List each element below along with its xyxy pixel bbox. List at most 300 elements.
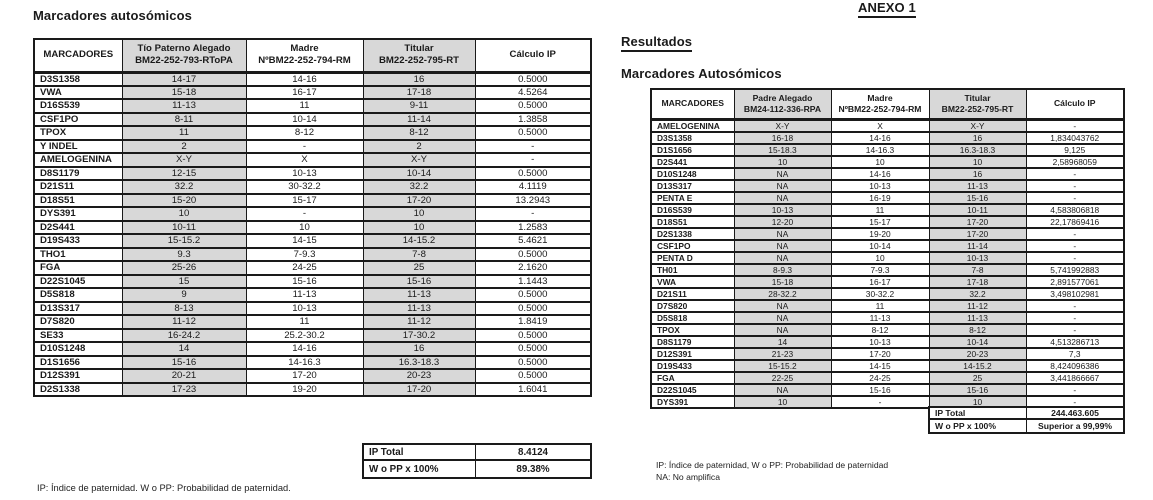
value-cell: X [246, 153, 363, 167]
table-row [34, 194, 591, 208]
value-cell: - [1026, 312, 1124, 324]
value-cell: 16 [929, 168, 1026, 180]
table-row [651, 324, 1124, 336]
ip-total-value: 8.4124 [476, 445, 590, 461]
value-cell: 11-14 [929, 240, 1026, 252]
value-cell: - [1026, 192, 1124, 204]
marker-name-cell: D10S1248 [34, 342, 122, 356]
value-cell: 25 [929, 372, 1026, 384]
value-cell: 10 [831, 252, 929, 264]
value-cell: 22-25 [734, 372, 831, 384]
marker-name-cell: D18S51 [34, 194, 122, 208]
value-cell: 15 [122, 275, 246, 289]
value-cell: 14-15 [246, 234, 363, 248]
marker-name-cell: D16S539 [651, 204, 734, 216]
marker-name-cell: D2S441 [34, 221, 122, 235]
value-cell: 11 [246, 99, 363, 113]
value-cell: 28-32.2 [734, 288, 831, 300]
value-cell: 11-13 [929, 312, 1026, 324]
column-header: Cálculo IP [1026, 89, 1124, 119]
value-cell: 16 [929, 132, 1026, 144]
marker-name-cell: D2S1338 [34, 383, 122, 397]
value-cell: 15-15.2 [122, 234, 246, 248]
value-cell: 10-13 [929, 252, 1026, 264]
value-cell: 17-20 [363, 383, 475, 397]
value-cell: 2,58968059 [1026, 156, 1124, 168]
marker-name-cell: D8S1179 [651, 336, 734, 348]
value-cell: NA [734, 228, 831, 240]
value-cell: - [475, 153, 591, 167]
value-cell: 10-13 [734, 204, 831, 216]
table-row [34, 369, 591, 383]
table-row [651, 276, 1124, 288]
left-table-body [34, 72, 591, 396]
value-cell: 4,513286713 [1026, 336, 1124, 348]
value-cell: 11-13 [246, 288, 363, 302]
value-cell: 10-11 [929, 204, 1026, 216]
marker-name-cell: D3S1358 [651, 132, 734, 144]
value-cell: - [831, 396, 929, 408]
value-cell: 17-20 [929, 216, 1026, 228]
column-header: Titular BM22-252-795-RT [363, 39, 475, 72]
value-cell: NA [734, 192, 831, 204]
value-cell: 5.4621 [475, 234, 591, 248]
value-cell: 11 [246, 315, 363, 329]
marker-name-cell: VWA [651, 276, 734, 288]
value-cell: 8-12 [246, 126, 363, 140]
table-row [34, 329, 591, 343]
table-row [651, 156, 1124, 168]
value-cell: 10-13 [246, 302, 363, 316]
value-cell: 15-16 [122, 356, 246, 370]
value-cell: 14-16 [246, 342, 363, 356]
value-cell: 10-11 [122, 221, 246, 235]
value-cell: 15-20 [122, 194, 246, 208]
value-cell: 17-20 [831, 348, 929, 360]
marker-name-cell: D12S391 [651, 348, 734, 360]
value-cell: 11-12 [363, 315, 475, 329]
table-row [34, 234, 591, 248]
value-cell: 16-17 [246, 86, 363, 100]
value-cell: 3,441866667 [1026, 372, 1124, 384]
ip-total-value: 244.463.605 [1027, 408, 1123, 420]
value-cell: 10 [122, 207, 246, 221]
value-cell: 10-14 [363, 167, 475, 181]
right-markers-table [650, 88, 1125, 409]
left-table-header [34, 39, 591, 72]
value-cell: 9,125 [1026, 144, 1124, 156]
value-cell: 11-13 [363, 288, 475, 302]
value-cell: 10-14 [246, 113, 363, 127]
value-cell: 14-16.3 [831, 144, 929, 156]
table-row [651, 216, 1124, 228]
left-ip-summary [362, 443, 592, 479]
value-cell: 8,424096386 [1026, 360, 1124, 372]
table-row [34, 140, 591, 154]
marker-name-cell: DYS391 [34, 207, 122, 221]
table-row [34, 72, 591, 86]
value-cell: 19-20 [246, 383, 363, 397]
marker-name-cell: CSF1PO [651, 240, 734, 252]
wpp-value: Superior a 99,99% [1037, 421, 1113, 431]
value-cell: 10-14 [831, 240, 929, 252]
table-row [34, 356, 591, 370]
table-row [34, 288, 591, 302]
value-cell: 30-32.2 [831, 288, 929, 300]
table-row [651, 252, 1124, 264]
value-cell: 1,834043762 [1026, 132, 1124, 144]
value-cell: 1.2583 [475, 221, 591, 235]
table-row [34, 113, 591, 127]
value-cell: NA [734, 168, 831, 180]
value-cell: 16.3-18.3 [363, 356, 475, 370]
right-table-header [651, 89, 1124, 119]
value-cell: X-Y [929, 119, 1026, 132]
results-heading: Resultados [621, 34, 692, 52]
column-header: Titular BM22-252-795-RT [929, 89, 1026, 119]
value-cell: 10 [363, 221, 475, 235]
value-cell: 10-13 [246, 167, 363, 181]
value-cell: 8-12 [363, 126, 475, 140]
marker-name-cell: D19S433 [34, 234, 122, 248]
value-cell: - [1026, 252, 1124, 264]
value-cell: X [831, 119, 929, 132]
marker-name-cell: D12S391 [34, 369, 122, 383]
value-cell: 14-16 [831, 132, 929, 144]
value-cell: 7-9.3 [246, 248, 363, 262]
value-cell: 17-23 [122, 383, 246, 397]
value-cell: 15-17 [246, 194, 363, 208]
table-row [651, 300, 1124, 312]
table-row [651, 144, 1124, 156]
header-row [651, 89, 1124, 119]
value-cell: 10 [734, 156, 831, 168]
value-cell: 15-18 [122, 86, 246, 100]
table-row [651, 132, 1124, 144]
value-cell: 15-18.3 [734, 144, 831, 156]
value-cell: - [1026, 168, 1124, 180]
value-cell: 9-11 [363, 99, 475, 113]
marker-name-cell: D5S818 [34, 288, 122, 302]
marker-name-cell: D19S433 [651, 360, 734, 372]
value-cell: 11 [831, 300, 929, 312]
column-header: MARCADORES [651, 89, 734, 119]
value-cell: 15-16 [246, 275, 363, 289]
marker-name-cell: D1S1656 [651, 144, 734, 156]
value-cell: 16-19 [831, 192, 929, 204]
value-cell: 15-16 [363, 275, 475, 289]
value-cell: 11-14 [363, 113, 475, 127]
value-cell: 32.2 [929, 288, 1026, 300]
ip-total-label: IP Total [930, 408, 1027, 420]
value-cell: 4.5264 [475, 86, 591, 100]
table-row [651, 264, 1124, 276]
left-markers-table [33, 38, 592, 397]
value-cell: 1.1443 [475, 275, 591, 289]
value-cell: 1.3858 [475, 113, 591, 127]
value-cell: - [1026, 240, 1124, 252]
value-cell: 0.5000 [475, 302, 591, 316]
table-row [651, 192, 1124, 204]
table-row [651, 168, 1124, 180]
value-cell: 32.2 [122, 180, 246, 194]
marker-name-cell: TPOX [34, 126, 122, 140]
value-cell: X-Y [122, 153, 246, 167]
wpp-value: 89.38% [516, 463, 550, 475]
marker-name-cell: D3S1358 [34, 72, 122, 86]
marker-name-cell: D7S820 [651, 300, 734, 312]
table-row [34, 153, 591, 167]
value-cell: 11 [831, 204, 929, 216]
marker-name-cell: D8S1179 [34, 167, 122, 181]
value-cell: 0.5000 [475, 369, 591, 383]
table-row [651, 312, 1124, 324]
marker-name-cell: D22S1045 [34, 275, 122, 289]
value-cell: 10 [246, 221, 363, 235]
value-cell: NA [734, 180, 831, 192]
value-cell: 17-20 [929, 228, 1026, 240]
value-cell: 16 [363, 342, 475, 356]
marker-name-cell: AMELOGENINA [34, 153, 122, 167]
value-cell: 17-30.2 [363, 329, 475, 343]
value-cell: 24-25 [246, 261, 363, 275]
table-row [34, 275, 591, 289]
table-row [651, 336, 1124, 348]
value-cell: 32.2 [363, 180, 475, 194]
value-cell: 12-15 [122, 167, 246, 181]
value-cell: NA [734, 324, 831, 336]
column-header: MARCADORES [34, 39, 122, 72]
table-row [651, 204, 1124, 216]
value-cell: - [1026, 384, 1124, 396]
value-cell: 14-16 [831, 168, 929, 180]
marker-name-cell: D10S1248 [651, 168, 734, 180]
value-cell: 8-13 [122, 302, 246, 316]
value-cell: 19-20 [831, 228, 929, 240]
marker-name-cell: DYS391 [651, 396, 734, 408]
value-cell: 10 [363, 207, 475, 221]
value-cell: 0.5000 [475, 126, 591, 140]
marker-name-cell: D21S11 [651, 288, 734, 300]
value-cell: 10-14 [929, 336, 1026, 348]
marker-name-cell: D18S51 [651, 216, 734, 228]
value-cell: 16.3-18.3 [929, 144, 1026, 156]
value-cell: NA [734, 312, 831, 324]
value-cell: 14 [734, 336, 831, 348]
value-cell: 16-24.2 [122, 329, 246, 343]
value-cell: 10 [734, 396, 831, 408]
table-row [651, 372, 1124, 384]
table-row [651, 119, 1124, 132]
value-cell: NA [734, 300, 831, 312]
value-cell: 7-9.3 [831, 264, 929, 276]
value-cell: 17-18 [929, 276, 1026, 288]
left-table-title: Marcadores autosómicos [33, 8, 192, 23]
value-cell: 2,891577061 [1026, 276, 1124, 288]
marker-name-cell: D7S820 [34, 315, 122, 329]
value-cell: 9.3 [122, 248, 246, 262]
value-cell: 24-25 [831, 372, 929, 384]
value-cell: 15-16 [929, 384, 1026, 396]
marker-name-cell: D2S441 [651, 156, 734, 168]
marker-name-cell: PENTA D [651, 252, 734, 264]
table-row [651, 228, 1124, 240]
table-row [651, 240, 1124, 252]
value-cell: 11-13 [363, 302, 475, 316]
value-cell: 7-8 [363, 248, 475, 262]
value-cell: 11-12 [122, 315, 246, 329]
value-cell: 17-18 [363, 86, 475, 100]
value-cell: 11-12 [929, 300, 1026, 312]
table-row [34, 167, 591, 181]
value-cell: 14-16 [246, 72, 363, 86]
value-cell: 20-23 [929, 348, 1026, 360]
value-cell: 10-13 [831, 336, 929, 348]
table-row [34, 342, 591, 356]
marker-name-cell: D5S818 [651, 312, 734, 324]
value-cell: 0.5000 [475, 72, 591, 86]
value-cell: - [475, 207, 591, 221]
value-cell: NA [734, 240, 831, 252]
table-row [34, 180, 591, 194]
value-cell: 11-13 [929, 180, 1026, 192]
value-cell: 0.5000 [475, 248, 591, 262]
table-row [651, 180, 1124, 192]
marker-name-cell: D22S1045 [651, 384, 734, 396]
value-cell: X-Y [363, 153, 475, 167]
value-cell: 8-12 [831, 324, 929, 336]
value-cell: 2 [363, 140, 475, 154]
marker-name-cell: CSF1PO [34, 113, 122, 127]
value-cell: 0.5000 [475, 167, 591, 181]
marker-name-cell: FGA [651, 372, 734, 384]
right-footnote-ip: IP: Índice de paternidad, W o PP: Probabilidad de paternidad [656, 460, 889, 470]
value-cell: 8-11 [122, 113, 246, 127]
value-cell: - [246, 207, 363, 221]
table-row [34, 221, 591, 235]
value-cell: 14-17 [122, 72, 246, 86]
value-cell: - [1026, 396, 1124, 408]
marker-name-cell: TPOX [651, 324, 734, 336]
value-cell: X-Y [734, 119, 831, 132]
value-cell: 22,17869416 [1026, 216, 1124, 228]
marker-name-cell: FGA [34, 261, 122, 275]
value-cell: NA [734, 384, 831, 396]
table-row [34, 126, 591, 140]
value-cell: 1.8419 [475, 315, 591, 329]
table-row [34, 302, 591, 316]
table-row [651, 384, 1124, 396]
value-cell: 11-13 [122, 99, 246, 113]
value-cell: 12-20 [734, 216, 831, 228]
value-cell: 1.6041 [475, 383, 591, 397]
value-cell: 7-8 [929, 264, 1026, 276]
right-table-body [651, 119, 1124, 408]
table-row [34, 248, 591, 262]
marker-name-cell: Y INDEL [34, 140, 122, 154]
value-cell: 11-13 [831, 312, 929, 324]
value-cell: - [1026, 228, 1124, 240]
wpp-label: W o PP x 100% [930, 420, 1027, 432]
value-cell: 2 [122, 140, 246, 154]
table-row [34, 86, 591, 100]
marker-name-cell: D13S317 [651, 180, 734, 192]
marker-name-cell: SE33 [34, 329, 122, 343]
table-row [651, 348, 1124, 360]
value-cell: - [1026, 300, 1124, 312]
value-cell: 16-17 [831, 276, 929, 288]
value-cell: 10 [831, 156, 929, 168]
value-cell: 14-15.2 [363, 234, 475, 248]
marker-name-cell: VWA [34, 86, 122, 100]
value-cell: 15-16 [831, 384, 929, 396]
value-cell: 13.2943 [475, 194, 591, 208]
value-cell: 10 [929, 156, 1026, 168]
header-row [34, 39, 591, 72]
table-row [34, 207, 591, 221]
value-cell: 0.5000 [475, 356, 591, 370]
table-row [34, 315, 591, 329]
value-cell: - [1026, 180, 1124, 192]
ip-total-label: IP Total [364, 445, 476, 461]
value-cell: 25-26 [122, 261, 246, 275]
value-cell: 20-23 [363, 369, 475, 383]
table-row [34, 99, 591, 113]
value-cell: - [246, 140, 363, 154]
value-cell: 15-17 [831, 216, 929, 228]
value-cell: 3,498102981 [1026, 288, 1124, 300]
marker-name-cell: TH01 [651, 264, 734, 276]
value-cell: 0.5000 [475, 342, 591, 356]
value-cell: 25.2-30.2 [246, 329, 363, 343]
value-cell: 8-12 [929, 324, 1026, 336]
value-cell: 10 [929, 396, 1026, 408]
marker-name-cell: D21S11 [34, 180, 122, 194]
value-cell: 9 [122, 288, 246, 302]
marker-name-cell: AMELOGENINA [651, 119, 734, 132]
value-cell: 0.5000 [475, 288, 591, 302]
value-cell: 16 [363, 72, 475, 86]
wpp-label: W o PP x 100% [364, 461, 476, 477]
annex-title: ANEXO 1 [858, 0, 916, 18]
left-footnote: IP: Índice de paternidad. W o PP: Probabilidad de paternidad. [37, 483, 291, 493]
value-cell: - [475, 140, 591, 154]
marker-name-cell: THO1 [34, 248, 122, 262]
value-cell: 14 [122, 342, 246, 356]
value-cell: 25 [363, 261, 475, 275]
marker-name-cell: D16S539 [34, 99, 122, 113]
value-cell: 30-32.2 [246, 180, 363, 194]
marker-name-cell: D13S317 [34, 302, 122, 316]
value-cell: 15-16 [929, 192, 1026, 204]
value-cell: 7,3 [1026, 348, 1124, 360]
value-cell: 0.5000 [475, 329, 591, 343]
value-cell: 10-13 [831, 180, 929, 192]
value-cell: 0.5000 [475, 99, 591, 113]
value-cell: 15-15.2 [734, 360, 831, 372]
value-cell: 15-18 [734, 276, 831, 288]
value-cell: 4,583806818 [1026, 204, 1124, 216]
value-cell: 11 [122, 126, 246, 140]
value-cell: 17-20 [246, 369, 363, 383]
value-cell: 14-15 [831, 360, 929, 372]
value-cell: 20-21 [122, 369, 246, 383]
value-cell: 2.1620 [475, 261, 591, 275]
value-cell: 14-15.2 [929, 360, 1026, 372]
marker-name-cell: PENTA E [651, 192, 734, 204]
table-row [651, 288, 1124, 300]
marker-name-cell: D2S1338 [651, 228, 734, 240]
